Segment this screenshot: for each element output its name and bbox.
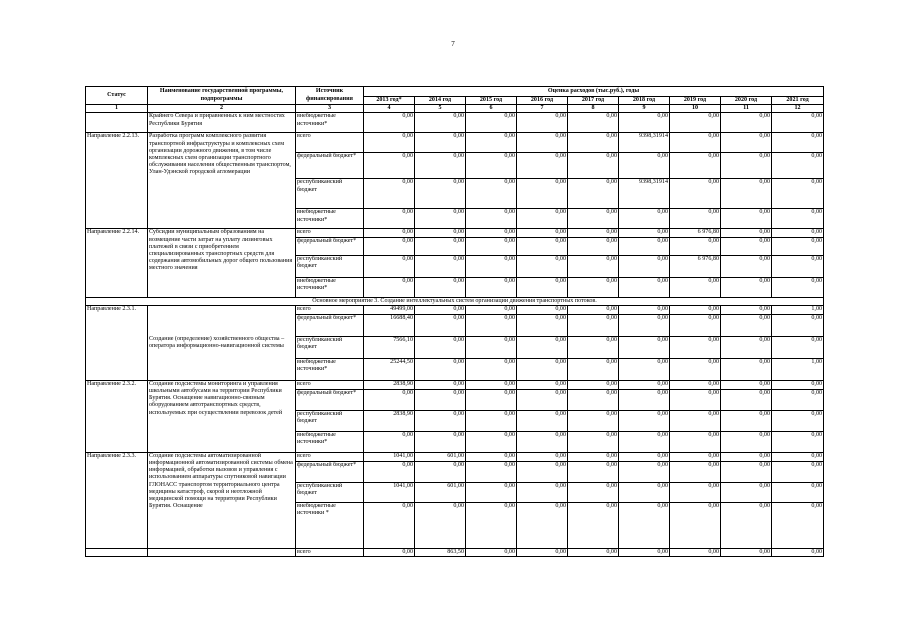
row-value: 0,00 (568, 502, 619, 548)
header-year: 2014 год (415, 97, 466, 105)
row-value: 0,00 (415, 237, 466, 255)
row-value: 0,00 (772, 133, 824, 153)
row-status: Направление 2.2.14. (86, 229, 148, 297)
row-source: внебюджетные источники* (296, 431, 364, 452)
row-value: 0,00 (670, 336, 721, 358)
row-value: 16688,40 (364, 314, 415, 336)
row-source: внебюджетные источники * (296, 502, 364, 548)
row-value: 0,00 (364, 179, 415, 209)
row-value: 0,00 (619, 548, 670, 556)
header-year: 2013 год* (364, 97, 415, 105)
row-source: всего (296, 548, 364, 556)
row-value: 0,00 (670, 113, 721, 133)
row-value: 1,00 (772, 305, 824, 314)
row-value: 0,00 (772, 255, 824, 277)
row-value: 0,00 (517, 431, 568, 452)
row-source: всего (296, 452, 364, 461)
row-value: 0,00 (415, 410, 466, 431)
table-row (86, 133, 824, 153)
row-value: 0,00 (568, 229, 619, 237)
row-source: федеральный бюджет* (296, 389, 364, 410)
row-value: 0,00 (415, 380, 466, 389)
row-value: 0,00 (517, 336, 568, 358)
table-row (86, 380, 824, 389)
row-value: 0,00 (568, 237, 619, 255)
row-value: 0,00 (517, 410, 568, 431)
row-value: 0,00 (364, 153, 415, 179)
row-name (148, 380, 296, 452)
row-value: 0,00 (568, 380, 619, 389)
row-value: 0,00 (364, 133, 415, 153)
row-value: 0,00 (772, 389, 824, 410)
section-row (86, 297, 824, 305)
row-name-text: Субсидии муниципальным образованиям на возмещение части затрат на уплату лизинговых платежей в связи с приобретением специализированных транспортных средств для содержания автомобильных дорог общего пользования местного значения (149, 229, 293, 272)
row-value: 0,00 (772, 237, 824, 255)
row-status: Направление 2.3.3. (86, 452, 148, 548)
header-column-number: 3 (296, 105, 364, 113)
row-value: 1041,00 (364, 482, 415, 502)
row-value: 0,00 (670, 548, 721, 556)
row-value: 0,00 (772, 502, 824, 548)
row-value: 0,00 (721, 336, 772, 358)
row-status (86, 548, 148, 556)
header-source: Источник финансирования (296, 87, 364, 105)
row-name (148, 452, 296, 548)
row-value: 0,00 (568, 482, 619, 502)
row-value: 0,00 (619, 113, 670, 133)
row-source: республиканский бюджет (296, 179, 364, 209)
row-value: 0,00 (772, 380, 824, 389)
row-value: 0,00 (568, 389, 619, 410)
row-value: 0,00 (619, 358, 670, 380)
row-value: 0,00 (721, 305, 772, 314)
header-column-number: 5 (415, 105, 466, 113)
row-value: 0,00 (619, 461, 670, 482)
header-column-number: 11 (721, 105, 772, 113)
row-value: 0,00 (619, 277, 670, 297)
row-source: республиканский бюджет (296, 482, 364, 502)
row-value: 0,00 (415, 179, 466, 209)
row-value: 0,00 (415, 314, 466, 336)
row-value: 0,00 (568, 431, 619, 452)
row-value: 2838,90 (364, 410, 415, 431)
row-source: внебюджетные источники* (296, 277, 364, 297)
row-value: 0,00 (568, 548, 619, 556)
row-value: 0,00 (466, 502, 517, 548)
header-year: 2018 год (619, 97, 670, 105)
row-value: 0,00 (619, 237, 670, 255)
row-value: 0,00 (619, 153, 670, 179)
row-value: 0,00 (568, 358, 619, 380)
row-source: федеральный бюджет* (296, 461, 364, 482)
table-row (86, 229, 824, 237)
row-value: 0,00 (670, 502, 721, 548)
row-value: 0,00 (721, 482, 772, 502)
row-value: 0,00 (517, 314, 568, 336)
row-value: 0,00 (721, 548, 772, 556)
row-source: всего (296, 380, 364, 389)
row-value: 0,00 (670, 380, 721, 389)
row-value: 0,00 (721, 452, 772, 461)
row-value: 0,00 (619, 410, 670, 431)
row-value: 0,00 (466, 452, 517, 461)
row-value: 0,00 (619, 482, 670, 502)
table-row (86, 113, 824, 133)
row-value: 601,00 (415, 452, 466, 461)
row-value: 0,00 (670, 452, 721, 461)
row-source: всего (296, 133, 364, 153)
row-value: 0,00 (415, 389, 466, 410)
row-value: 0,00 (670, 358, 721, 380)
row-value: 0,00 (619, 314, 670, 336)
row-value: 0,00 (568, 336, 619, 358)
row-value: 0,00 (364, 237, 415, 255)
row-value: 0,00 (364, 255, 415, 277)
row-value: 0,00 (466, 410, 517, 431)
row-value: 0,00 (721, 209, 772, 229)
row-value: 0,00 (721, 113, 772, 133)
row-status: Направление 2.2.13. (86, 133, 148, 229)
row-value: 0,00 (415, 431, 466, 452)
row-value: 0,00 (517, 548, 568, 556)
row-value: 0,00 (568, 461, 619, 482)
row-value: 0,00 (772, 548, 824, 556)
row-value: 0,00 (670, 431, 721, 452)
row-value: 0,00 (568, 314, 619, 336)
row-value: 0,00 (619, 336, 670, 358)
row-value: 0,00 (517, 461, 568, 482)
row-value: 0,00 (568, 179, 619, 209)
row-name (148, 113, 296, 133)
row-value: 0,00 (517, 502, 568, 548)
row-source: всего (296, 305, 364, 314)
row-name (148, 133, 296, 229)
row-value: 0,00 (517, 358, 568, 380)
row-value: 0,00 (364, 548, 415, 556)
row-name (148, 305, 296, 380)
row-value: 0,00 (670, 482, 721, 502)
row-value: 0,00 (517, 380, 568, 389)
row-value: 0,00 (466, 380, 517, 389)
row-value: 0,00 (721, 153, 772, 179)
row-value: 0,00 (772, 482, 824, 502)
row-value: 0,00 (670, 410, 721, 431)
row-value: 0,00 (670, 133, 721, 153)
row-value: 0,00 (466, 336, 517, 358)
row-source: республиканский бюджет (296, 410, 364, 431)
row-value: 0,00 (670, 461, 721, 482)
row-value: 0,00 (619, 305, 670, 314)
row-value: 0,00 (721, 358, 772, 380)
row-value: 0,00 (517, 452, 568, 461)
row-source: федеральный бюджет* (296, 153, 364, 179)
row-value: 0,00 (415, 255, 466, 277)
row-value: 0,00 (772, 229, 824, 237)
row-value: 0,00 (721, 431, 772, 452)
row-value: 0,00 (721, 133, 772, 153)
row-value: 0,00 (721, 277, 772, 297)
table-row (86, 452, 824, 461)
row-value: 0,00 (364, 229, 415, 237)
row-value: 0,00 (466, 209, 517, 229)
row-value: 0,00 (721, 389, 772, 410)
row-value: 0,00 (772, 410, 824, 431)
row-value: 0,00 (415, 113, 466, 133)
row-value: 0,00 (466, 113, 517, 133)
row-value: 0,00 (670, 179, 721, 209)
row-value: 0,00 (568, 410, 619, 431)
row-value: 0,00 (466, 431, 517, 452)
row-value: 0,00 (364, 461, 415, 482)
header-year: 2020 год (721, 97, 772, 105)
row-value: 0,00 (772, 113, 824, 133)
row-value: 0,00 (364, 209, 415, 229)
header-column-number: 6 (466, 105, 517, 113)
row-value: 0,00 (568, 255, 619, 277)
row-value: 0,00 (568, 133, 619, 153)
row-value: 0,00 (772, 277, 824, 297)
row-value: 0,00 (466, 237, 517, 255)
row-value: 0,00 (670, 389, 721, 410)
row-value: 0,00 (619, 502, 670, 548)
row-name-text: Создание подсистемы автоматизированной информационной автоматизированной системы обмена информацией, обработки вызовов и управления с использованием аппаратуры спутниковой навигации ГЛОНАСС транспортом территориального центра медицины катастроф, скорой и неотложной медицинской помощи на территории Республики Бурятия. Оснащение (149, 452, 293, 510)
header-column-number: 10 (670, 105, 721, 113)
header-name: Наименование государственной программы, подпрограммы (148, 87, 296, 105)
row-value: 6 976,80 (670, 255, 721, 277)
row-value: 2838,90 (364, 380, 415, 389)
header-year: 2019 год (670, 97, 721, 105)
header-estimate: Оценка расходов (тыс.руб.), годы (364, 87, 824, 97)
row-value: 0,00 (466, 548, 517, 556)
row-value: 49499,00 (364, 305, 415, 314)
row-value: 0,00 (466, 133, 517, 153)
table-row (86, 305, 824, 314)
row-value: 0,00 (364, 113, 415, 133)
row-value: 0,00 (721, 502, 772, 548)
row-value: 0,00 (568, 305, 619, 314)
row-value: 0,00 (568, 277, 619, 297)
row-value: 0,00 (517, 179, 568, 209)
header-column-number: 8 (568, 105, 619, 113)
row-value: 0,00 (670, 237, 721, 255)
row-value: 0,00 (466, 229, 517, 237)
row-name-text: Создание (определение) хозяйственного общества – оператора информационно-навигационной системы (149, 335, 285, 349)
row-value: 0,00 (415, 229, 466, 237)
row-value: 0,00 (466, 358, 517, 380)
header-year: 2016 год (517, 97, 568, 105)
row-value: 0,00 (568, 113, 619, 133)
row-value: 601,00 (415, 482, 466, 502)
row-name (148, 548, 296, 556)
row-value: 0,00 (670, 153, 721, 179)
row-value: 0,00 (466, 305, 517, 314)
row-value: 0,00 (466, 277, 517, 297)
row-value: 0,00 (415, 502, 466, 548)
row-source: внебюджетные источники* (296, 358, 364, 380)
row-status (86, 113, 148, 133)
row-value: 863,50 (415, 548, 466, 556)
row-value: 0,00 (517, 277, 568, 297)
row-value: 0,00 (466, 153, 517, 179)
row-status: Направление 2.3.1. (86, 305, 148, 380)
row-value: 0,00 (517, 113, 568, 133)
row-value: 0,00 (364, 389, 415, 410)
row-value: 0,00 (415, 277, 466, 297)
row-value: 0,00 (721, 229, 772, 237)
row-value: 0,00 (772, 336, 824, 358)
header-year: 2021 год (772, 97, 824, 105)
row-value: 0,00 (619, 229, 670, 237)
row-value: 0,00 (670, 305, 721, 314)
row-value: 0,00 (517, 237, 568, 255)
row-value: 0,00 (568, 153, 619, 179)
row-name-text: Разработка программ комплексного развития транспортной инфраструктуры и комплексных схем организации дорожного движения, в том числе комплексных схем организации транспортного обслуживания населения общественным транспортом, Улан-Удэнской городской агломерации (149, 133, 291, 176)
page-number: 7 (451, 40, 455, 48)
row-value: 0,00 (415, 358, 466, 380)
row-value: 0,00 (466, 255, 517, 277)
row-value: 0,00 (670, 209, 721, 229)
row-value: 0,00 (466, 179, 517, 209)
row-source: федеральный бюджет* (296, 314, 364, 336)
row-value: 0,00 (772, 461, 824, 482)
row-value: 0,00 (721, 179, 772, 209)
budget-table (85, 86, 824, 557)
row-value: 0,00 (721, 410, 772, 431)
row-value: 0,00 (772, 209, 824, 229)
row-value: 0,00 (619, 389, 670, 410)
header-year: 2017 год (568, 97, 619, 105)
row-value: 0,00 (721, 237, 772, 255)
row-status: Направление 2.3.2. (86, 380, 148, 452)
section-title: Основное мероприятие 3. Создание интеллектуальных систем организации движения транспортных потоков. (86, 297, 824, 305)
row-value: 0,00 (772, 314, 824, 336)
row-value: 0,00 (772, 153, 824, 179)
header-status: Статус (86, 87, 148, 105)
row-value: 0,00 (619, 209, 670, 229)
row-value: 0,00 (517, 153, 568, 179)
row-source: внебюджетные источники* (296, 209, 364, 229)
row-value: 0,00 (721, 314, 772, 336)
row-source: внебюджетные источники* (296, 113, 364, 133)
row-value: 0,00 (772, 452, 824, 461)
row-name (148, 229, 296, 297)
row-name-text: Крайнего Севера и приравненных к ним местностях Республики Бурятия (149, 113, 285, 127)
row-value: 0,00 (415, 133, 466, 153)
header-column-number: 1 (86, 105, 148, 113)
row-value: 0,00 (517, 255, 568, 277)
row-value: 0,00 (517, 229, 568, 237)
row-value: 1041,00 (364, 452, 415, 461)
header-column-number: 9 (619, 105, 670, 113)
header-year: 2015 год (466, 97, 517, 105)
row-source: республиканский бюджет (296, 255, 364, 277)
row-value: 0,00 (517, 305, 568, 314)
row-value: 0,00 (568, 209, 619, 229)
row-source: республиканский бюджет (296, 336, 364, 358)
row-value: 0,00 (517, 389, 568, 410)
row-value: 0,00 (721, 461, 772, 482)
header-column-number: 2 (148, 105, 296, 113)
row-value: 0,00 (619, 431, 670, 452)
row-value: 0,00 (466, 482, 517, 502)
row-value: 9398,31914 (619, 133, 670, 153)
row-value: 0,00 (517, 482, 568, 502)
row-value: 0,00 (568, 452, 619, 461)
row-value: 0,00 (415, 305, 466, 314)
row-value: 6 976,80 (670, 229, 721, 237)
row-value: 0,00 (466, 389, 517, 410)
row-value: 0,00 (517, 133, 568, 153)
row-source: всего (296, 229, 364, 237)
row-value: 1,00 (772, 358, 824, 380)
row-value: 7566,10 (364, 336, 415, 358)
row-value: 0,00 (364, 502, 415, 548)
row-value: 0,00 (772, 179, 824, 209)
row-value: 0,00 (466, 461, 517, 482)
row-value: 0,00 (364, 431, 415, 452)
row-value: 0,00 (619, 452, 670, 461)
row-value: 0,00 (364, 277, 415, 297)
row-value: 0,00 (415, 153, 466, 179)
row-value: 0,00 (619, 255, 670, 277)
row-value: 0,00 (772, 431, 824, 452)
row-value: 0,00 (415, 209, 466, 229)
header-column-number: 7 (517, 105, 568, 113)
row-value: 0,00 (415, 461, 466, 482)
row-value: 25244,50 (364, 358, 415, 380)
row-value: 0,00 (415, 336, 466, 358)
row-value: 0,00 (721, 380, 772, 389)
row-value: 0,00 (670, 277, 721, 297)
row-value: 0,00 (517, 209, 568, 229)
row-source: федеральный бюджет* (296, 237, 364, 255)
row-value: 0,00 (670, 314, 721, 336)
row-value: 0,00 (466, 314, 517, 336)
row-value: 9398,31914 (619, 179, 670, 209)
row-name-text: Создание подсистемы мониторинга и управления школьными автобусами на территории Республики Бурятия. Оснащение навигационно-связным оборудованием автотранспортных средств, используемых при осуществлении перевозок детей (149, 380, 283, 416)
table-row (86, 548, 824, 556)
row-value: 0,00 (721, 255, 772, 277)
header-column-number: 4 (364, 105, 415, 113)
header-column-number: 12 (772, 105, 824, 113)
row-value: 0,00 (619, 380, 670, 389)
